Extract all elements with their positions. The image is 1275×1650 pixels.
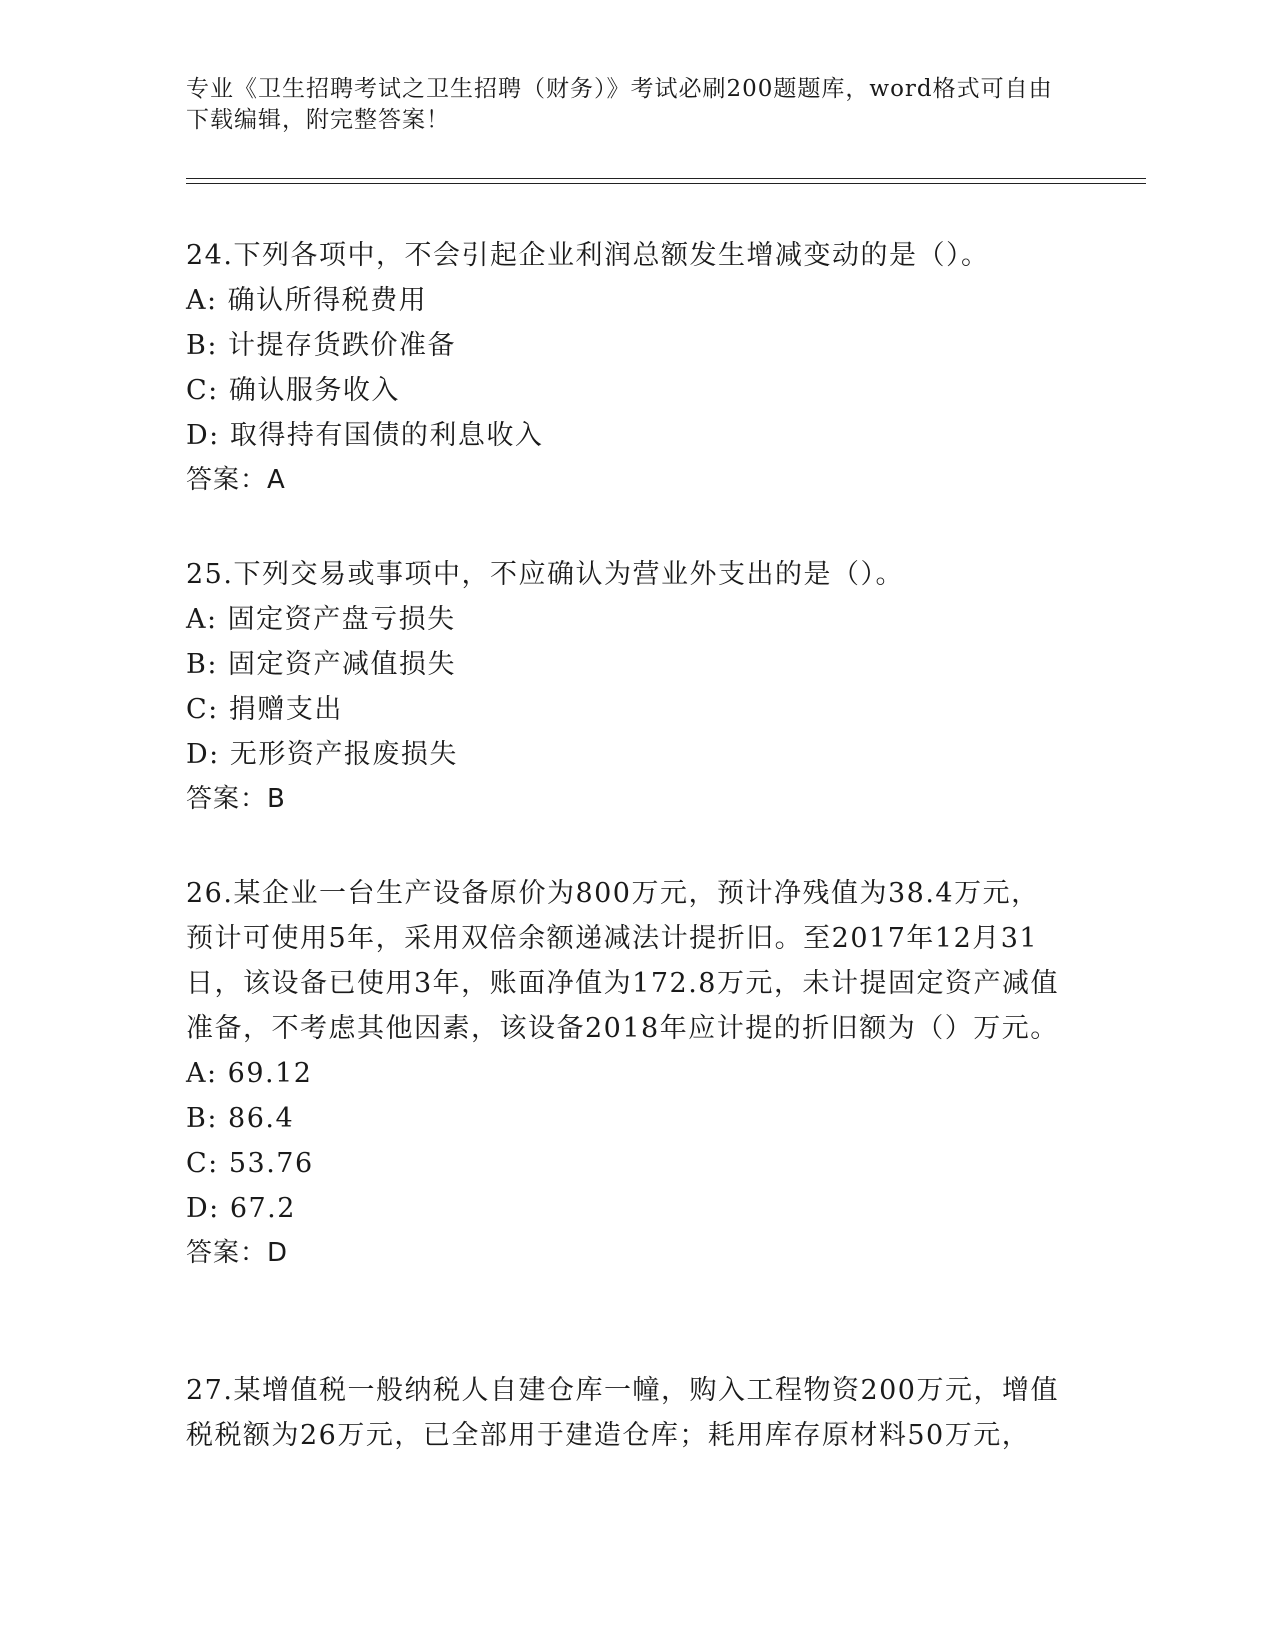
question-stem: 25.下列交易或事项中，不应确认为营业外支出的是（）。 [186, 559, 904, 590]
question-25 [186, 552, 1066, 822]
option-d: D: 67.2 [186, 1193, 296, 1224]
option-b: B: 计提存货跌价准备 [186, 330, 457, 361]
header-divider-top [186, 178, 1146, 179]
option-a: A: 69.12 [186, 1058, 313, 1089]
question-stem: 24.下列各项中，不会引起企业利润总额发生增减变动的是（）。 [186, 240, 990, 271]
answer: 答案：B [186, 784, 286, 814]
document-header: 专业《卫生招聘考试之卫生招聘（财务）》考试必刷200题题库，word格式可自由下载编辑，附完整答案！ [186, 76, 1053, 133]
option-c: C: 捐赠支出 [186, 694, 343, 725]
question-stem: 26.某企业一台生产设备原价为800万元，预计净残值为38.4万元，预计可使用5年，采用双倍余额递减法计提折旧。至2017年12月31日，该设备已使用3年，账面净值为172.8万元，未计提固定资产减值准备，不考虑其他因素，该设备2018年应计提的折旧额为（）万元。 [186, 878, 1059, 1044]
answer: 答案：D [186, 1238, 289, 1268]
question-24 [186, 233, 1066, 503]
header-divider-bottom [186, 183, 1146, 184]
option-d: D: 无形资产报废损失 [186, 739, 458, 770]
answer: 答案：A [186, 465, 286, 495]
question-26 [186, 871, 1066, 1276]
option-d: D: 取得持有国债的利息收入 [186, 420, 544, 451]
option-a: A: 确认所得税费用 [186, 285, 428, 316]
option-b: B: 86.4 [186, 1103, 295, 1134]
question-27 [186, 1368, 1066, 1458]
option-a: A: 固定资产盘亏损失 [186, 604, 456, 635]
option-c: C: 53.76 [186, 1148, 314, 1179]
option-b: B: 固定资产减值损失 [186, 649, 457, 680]
question-stem: 27.某增值税一般纳税人自建仓库一幢，购入工程物资200万元，增值税税额为26万元，已全部用于建造仓库；耗用库存原材料50万元， [186, 1375, 1059, 1451]
option-c: C: 确认服务收入 [186, 375, 400, 406]
